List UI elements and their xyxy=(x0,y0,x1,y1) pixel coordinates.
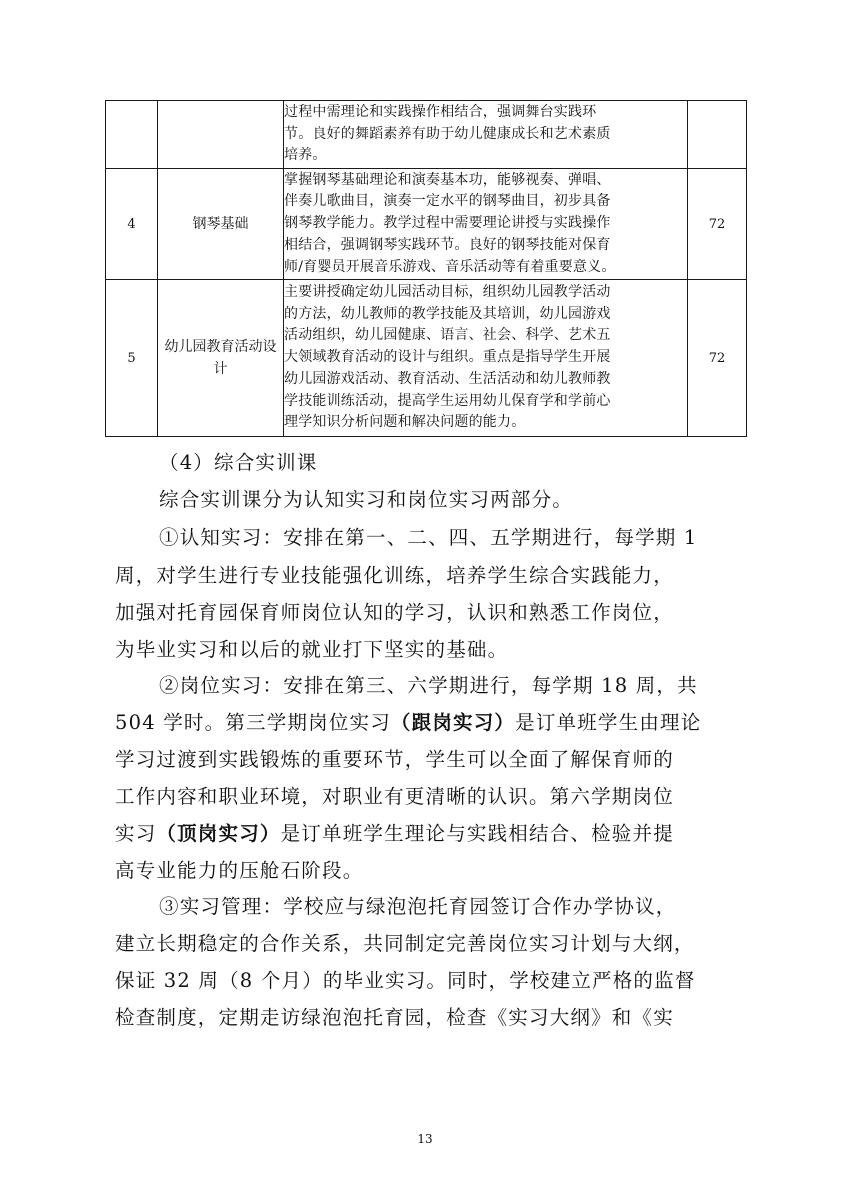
course-hours: 72 xyxy=(688,280,747,437)
paragraph-line: 保证 32 周（8 个月）的毕业实习。同时，学校建立严格的监督 xyxy=(115,969,696,992)
table-row xyxy=(106,169,747,280)
paragraph-line: 为毕业实习和以后的就业打下坚实的基础。 xyxy=(115,638,509,661)
section-heading: （4）综合实训课 xyxy=(159,451,318,474)
paragraph-line: 加强对托育园保育师岗位认知的学习，认识和熟悉工作岗位， xyxy=(115,601,674,624)
course-number xyxy=(106,101,158,169)
paragraph-line: 周，对学生进行专业技能强化训练，培养学生综合实践能力， xyxy=(115,564,674,587)
course-table xyxy=(105,100,747,437)
description-line: 活动组织，幼儿园健康、语言、社会、科学、艺术五 xyxy=(284,327,611,344)
paragraph-line: 检查制度，定期走访绿泡泡托育园，检查《实习大纲》和《实 xyxy=(115,1006,674,1029)
paragraph-line xyxy=(115,707,701,735)
course-number: 5 xyxy=(106,280,158,437)
course-description xyxy=(284,280,688,437)
description-line: 相结合，强调钢琴实践环节。良好的钢琴技能对保育 xyxy=(284,236,611,253)
bold-term: （跟岗实习） xyxy=(390,711,516,734)
description-line: 师/育婴员开展音乐游戏、音乐活动等有着重要意义。 xyxy=(284,258,616,275)
description-line: 培养。 xyxy=(284,147,327,164)
text-run: 是订单班学生理论与实践相结合、检验并提 xyxy=(280,822,674,845)
description-line: 大领域教育活动的设计与组织。重点是指导学生开展 xyxy=(284,349,611,366)
paragraph-line xyxy=(115,818,674,846)
paragraph-line: 建立长期稳定的合作关系，共同制定完善岗位实习计划与大纲， xyxy=(115,932,695,955)
paragraph-line: 高专业能力的压舱石阶段。 xyxy=(115,859,364,882)
description-line: 的方法，幼儿教师的教学技能及其培训，幼儿园游戏 xyxy=(284,305,611,322)
paragraph-line: ①认知实习：安排在第一、二、四、五学期进行，每学期 1 xyxy=(159,526,698,549)
description-line: 掌握钢琴基础理论和演奏基本功，能够视奏、弹唱、 xyxy=(284,171,611,188)
table-row xyxy=(106,280,747,437)
description-line: 主要讲授确定幼儿园活动目标，组织幼儿园教学活动 xyxy=(284,284,611,301)
description-line: 幼儿园游戏活动、教育活动、生活活动和幼儿教师教 xyxy=(284,370,611,387)
paragraph-line: 工作内容和职业环境，对职业有更清晰的认识。第六学期岗位 xyxy=(115,785,674,808)
table-row xyxy=(106,101,747,169)
paragraph-line: ②岗位实习：安排在第三、六学期进行，每学期 18 周，共 xyxy=(159,674,698,697)
description-line: 伴奏儿歌曲目，演奏一定水平的钢琴曲目，初步具备 xyxy=(284,193,611,210)
bold-term: （顶岗实习） xyxy=(156,822,281,845)
text-run: 是订单班学生由理论 xyxy=(515,711,702,734)
paragraph-line: 学习过渡到实践锻炼的重要环节，学生可以全面了解保育师的 xyxy=(115,748,674,771)
course-name: 钢琴基础 xyxy=(158,169,284,280)
course-description xyxy=(284,169,688,280)
course-name: 幼儿园教育活动设计 xyxy=(158,280,284,437)
paragraph-line: ③实习管理：学校应与绿泡泡托育园签订合作办学协议， xyxy=(159,895,677,918)
page-number: 13 xyxy=(417,1132,433,1146)
description-line: 学技能训练活动，提高学生运用幼儿保育学和学前心 xyxy=(284,392,611,409)
course-description xyxy=(284,101,688,169)
course-name xyxy=(158,101,284,169)
description-line: 过程中需理论和实践操作相结合，强调舞台实践环 xyxy=(284,103,597,120)
text-run: 504 学时。第三学期岗位实习 xyxy=(115,711,391,734)
course-hours: 72 xyxy=(688,169,747,280)
description-line: 钢琴教学能力。教学过程中需要理论讲授与实践操作 xyxy=(284,215,611,232)
course-number: 4 xyxy=(106,169,158,280)
intro-paragraph: 综合实训课分为认知实习和岗位实习两部分。 xyxy=(159,488,574,511)
course-hours xyxy=(688,101,747,169)
description-line: 节。良好的舞蹈素养有助于幼儿健康成长和艺术素质 xyxy=(284,125,611,142)
description-line: 理学知识分析问题和解决问题的能力。 xyxy=(284,414,526,431)
text-run: 实习 xyxy=(115,822,157,845)
